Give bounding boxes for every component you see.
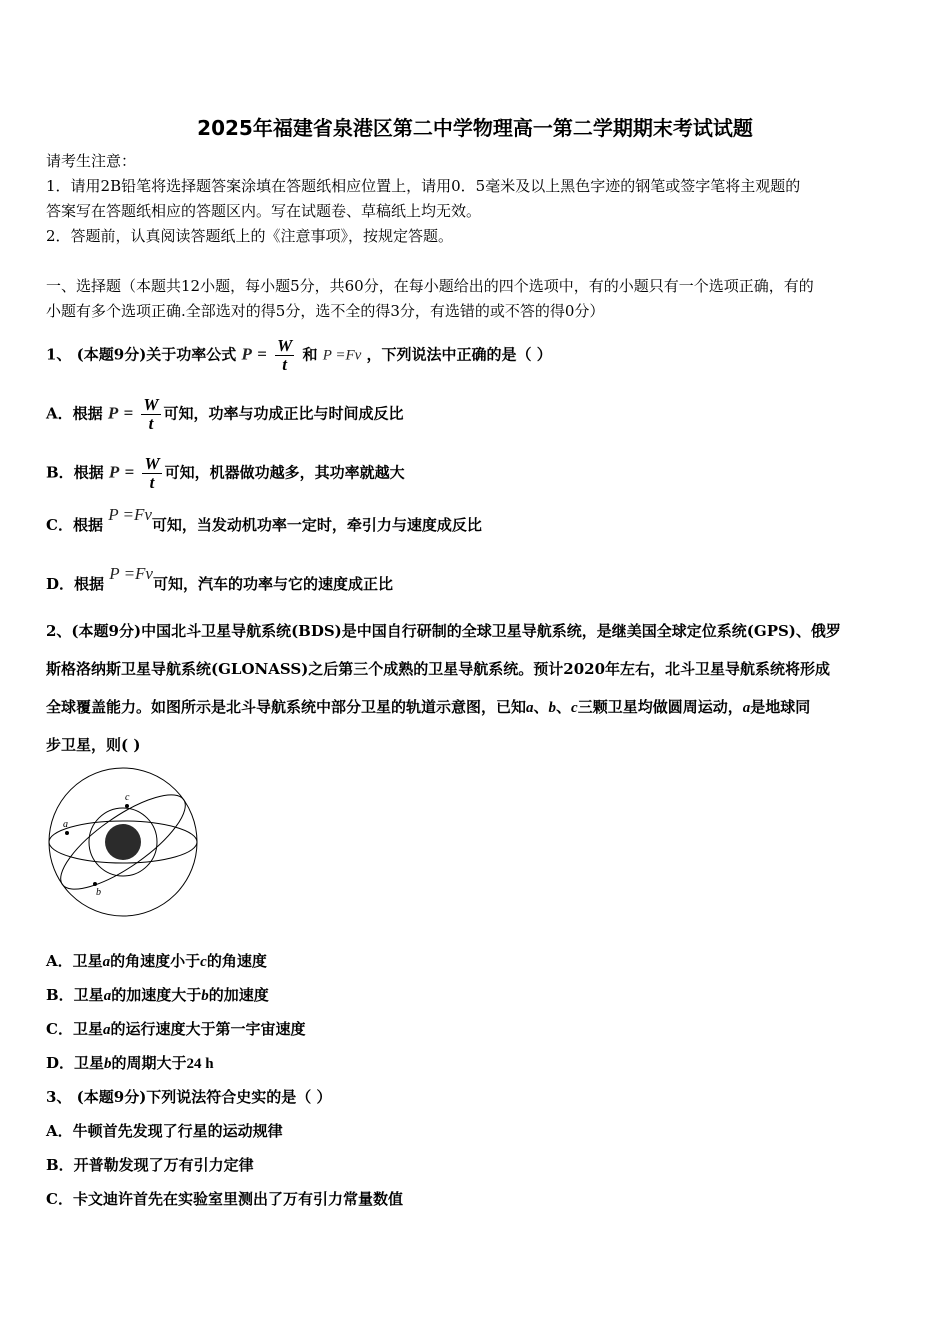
q2-stem-line4: 步卫星，则( )	[46, 736, 141, 754]
satellite-orbit-diagram	[46, 765, 202, 921]
q1-option-a[interactable]: A．根据 P = $\frac{W}{t}$ 可知，功率与功成正比与时间成反比	[46, 395, 404, 433]
formula-w-over-t: $\frac{W}{t}$	[144, 454, 160, 492]
q2-option-a[interactable]: A．卫星a的角速度小于c的角速度	[46, 952, 267, 970]
q2-stem-line3: 全球覆盖能力。如图所示是北斗导航系统中部分卫星的轨道示意图，已知a、b、c三颗卫星均做圆周运动，a是地球同	[46, 698, 811, 716]
formula-w-over-t: $\frac{W}{t}$	[143, 395, 159, 433]
page-title: 2025年福建省泉港区第二中学物理高一第二学期期末考试试题	[197, 116, 753, 140]
formula-eq: =	[257, 344, 267, 364]
formula-pfv: P =Fv	[109, 564, 153, 583]
formula-pfv: P =Fv	[108, 505, 152, 524]
formula-pfv: P =Fv	[322, 347, 362, 364]
section-heading-2: 小题有多个选项正确.全部选对的得5分，选不全的得3分，有选错的或不答的得0分）	[46, 302, 605, 320]
q3-option-c[interactable]: C．卡文迪许首先在实验室里测出了万有引力常量数值	[46, 1190, 403, 1208]
earth	[105, 824, 141, 860]
satellite-c	[125, 804, 129, 808]
satellite-b	[93, 882, 97, 886]
label-c: c	[125, 792, 130, 803]
q1-suffix: ，下列说法中正确的是（ ）	[366, 345, 552, 364]
notice-item-1b: 答案写在答题纸相应的答题区内。写在试题卷、草稿纸上均无效。	[46, 202, 482, 220]
q1-stem	[46, 337, 552, 374]
q2-option-c[interactable]: C．卫星a的运行速度大于第一宇宙速度	[46, 1020, 306, 1038]
q2-stem-line2: 斯格洛纳斯卫星导航系统(GLONASS)之后第三个成熟的卫星导航系统。预计2020年左右，北斗卫星导航系统将形成	[46, 660, 831, 678]
section-heading-1: 一、选择题（本题共12小题，每小题5分，共60分，在每小题给出的四个选项中，有的小题只有一个选项正确，有的	[46, 277, 814, 295]
q1-option-d[interactable]: D．根据 P =Fv可知，汽车的功率与它的速度成正比	[46, 564, 393, 593]
formula-w-over-t: $\frac{W}{t}$	[277, 336, 293, 374]
q1-prefix: 1、 (本题9分)关于功率公式	[46, 345, 237, 364]
notice-item-1a: 1．请用2B铅笔将选择题答案涂填在答题纸相应位置上，请用0．5毫米及以上黑色字迹的钢笔或签字笔将主观题的	[46, 177, 801, 195]
q2-option-b[interactable]: B．卫星a的加速度大于b的加速度	[46, 986, 269, 1004]
satellite-a	[65, 831, 69, 835]
q3-option-a[interactable]: A．牛顿首先发现了行星的运动规律	[46, 1122, 283, 1140]
notice-heading: 请考生注意：	[46, 152, 137, 170]
label-a: a	[63, 819, 68, 830]
q2-stem-line1: 2、(本题9分)中国北斗卫星导航系统(BDS)是中国自行研制的全球卫星导航系统，是继美国全球定位系统(GPS)、俄罗	[46, 622, 841, 640]
formula-p: P	[241, 344, 252, 364]
q1-option-b[interactable]: B．根据 P = $\frac{W}{t}$ 可知，机器做功越多，其功率就越大	[46, 454, 405, 492]
q1-mid: 和	[302, 345, 318, 364]
q2-option-d[interactable]: D．卫星b的周期大于24 h	[46, 1054, 214, 1072]
q3-option-b[interactable]: B．开普勒发现了万有引力定律	[46, 1156, 254, 1174]
label-b: b	[96, 887, 101, 898]
notice-item-2: 2．答题前，认真阅读答题纸上的《注意事项》，按规定答题。	[46, 227, 454, 245]
q1-option-c[interactable]: C．根据 P =Fv可知，当发动机功率一定时，牵引力与速度成反比	[46, 505, 482, 534]
q3-stem: 3、 (本题9分)下列说法符合史实的是（ ）	[46, 1088, 332, 1106]
